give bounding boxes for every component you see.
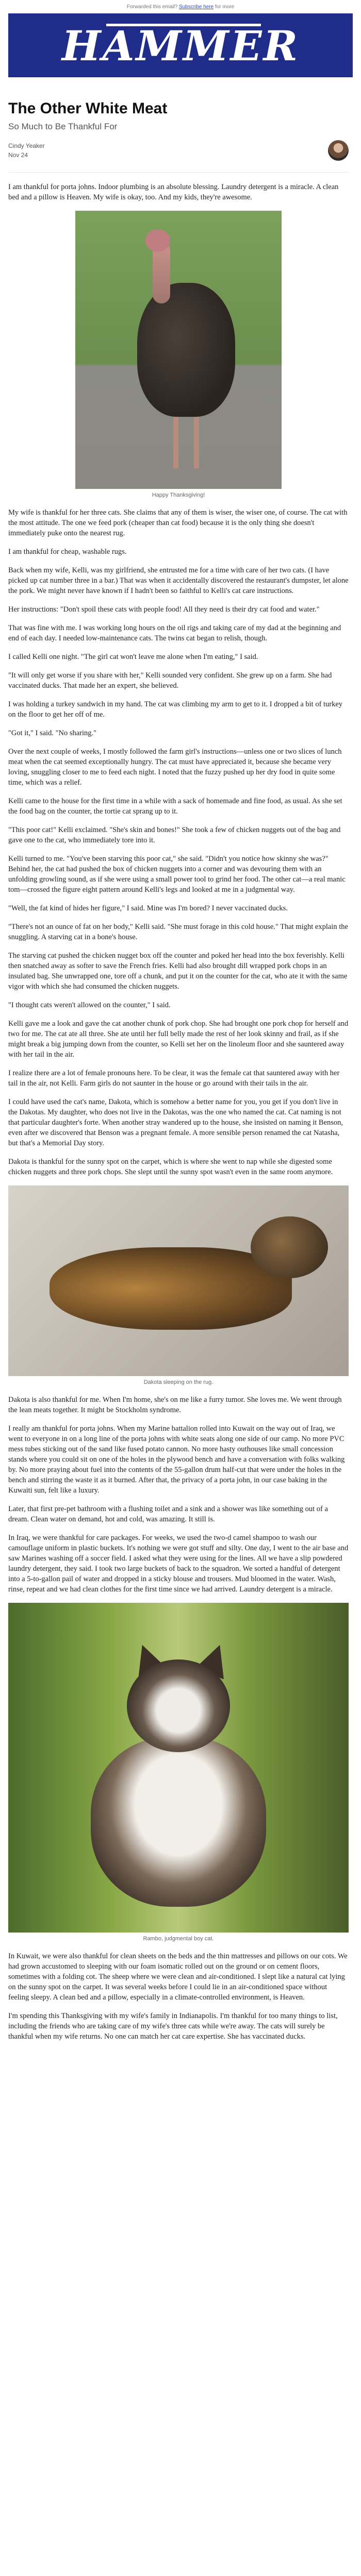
dog-head [251,1216,328,1278]
banner-logo-text: HAMMER [61,22,300,70]
paragraph: Her instructions: "Don't spoil these cats with people food! All they need is their dry cat food and water." [8,605,320,614]
cat-body [91,1737,266,1907]
paragraph: I am thankful for porta johns. Indoor plumbing is an absolute blessing. Laundry detergent is a miracle. A clean bed and a pillow is Heaven. My wife is okay, too. And my kids, they're awesome. [8,183,339,201]
turkey-leg [194,412,199,468]
rambo-caption: Rambo, judgmental boy cat. [143,1936,214,1942]
paragraph: Kelli gave me a look and gave the cat another chunk of pork chop. She had brought one pork chop for herself and two for me. The cat ate all three. She ate until her full belly made the rest of her look skinny and frail, as if she might break a big jumping down from the counter, so Kelli set her on the linoleum floor and she sauntered away with her tail in the air. [8,1020,349,1059]
paragraph: In Kuwait, we were also thankful for clean sheets on the beds and the thin mattresses and pillows on our cots. We had grown accustomed to sleeping with our foam isomatic rolled out on the ground or on cement floors, sometimes with a folding cot. The sheep where we were clean and air-conditioned. I slept like a natural cat lying on the sunny spot on the carpet. It was several weeks before I could lie in an air-conditioned space without feeling sleepy. A clean bed and a pillow, especially in a climate-controlled environment, is Heaven. [8,1952,348,2002]
post-title[interactable]: The Other White Meat [8,100,168,117]
paragraph: "I thought cats weren't allowed on the counter," I said. [8,1001,171,1009]
dakota-photo[interactable] [8,1185,349,1376]
article [8,88,349,2050]
turkey-leg [173,412,178,468]
turkey-photo[interactable] [75,211,282,489]
forward-suffix: for more [215,4,235,10]
paragraph: My wife is thankful for her three cats. She claims that any of them is wiser, the wiser one, of course. The cat with the most attitude. The one we feed pork (cheaper than cat food) because it is the only thing she doesn't immediately puke onto the nearest rug. [8,509,348,537]
paragraph: I am thankful for cheap, washable rugs. [8,548,127,556]
forward-note [0,4,361,10]
divider [8,172,349,173]
paragraph: "There's not an ounce of fat on her body," Kelli said. "She must forage in this cold house." That might explain the snuggling. A starving cat in a bone's house. [8,923,348,941]
paragraph: "Well, the fat kind of hides her figure," I said. Mine was I'm bored? I never vaccinated ducks. [8,904,288,912]
rambo-photo[interactable] [8,1603,349,1933]
post-subtitle: So Much to Be Thankful For [8,122,118,131]
paragraph: "This poor cat!" Kelli exclaimed. "She's skin and bones!" She took a few of chicken nuggets out of the bag and gave one to the cat, who immediately tore into it. [8,826,341,844]
paragraph: I called Kelli one night. "The girl cat won't leave me alone when I'm eating," I said. [8,653,258,661]
publication-banner[interactable] [8,13,353,77]
forward-prefix: Forwarded this email? [126,4,178,10]
dakota-caption: Dakota sleeping on the rug. [143,1379,214,1385]
post-date: Nov 24 [8,151,28,159]
paragraph: "It will only get worse if you share with her," Kelli sounded very confident. She grew up on a farm. She had vaccinated ducks. That made her an expert, she believed. [8,671,332,690]
author-avatar[interactable] [328,140,349,161]
byline [8,140,349,169]
paragraph: That was fine with me. I was working long hours on the oil rigs and taking care of my dad at the beginning and end of each day. I needed low-maintenance cats. The twins cat began to relish, though. [8,624,341,642]
paragraph: Back when my wife, Kelli, was my girlfriend, she entrusted me for a time with care of her two cats. (I have picked up cat number three in a bar.) That was when it accidentally discovered the restaurant's dumpster, let alone the pork. We might never have known if I hadn't been so faithful to Kelli's cat care instructions. [8,566,349,595]
cat-head [127,1659,230,1752]
paragraph: Kelli came to the house for the first time in a while with a sack of homemade and fine food, as usual. As she set the food bag on the counter, the tortie cat sprang up to it. [8,797,342,816]
paragraph: Over the next couple of weeks, I mostly followed the farm girl's instructions—unless one or two slices of lunch meat when the cat seemed exceptionally hungry. The cat must have appreciated it, because she became very loving, snuggling closer to me to feed each night. I noted that the fuzzy pushed up her dry food in quite some time, which was a relief. [8,748,342,787]
paragraph: Later, that first pre-pet bathroom with a flushing toilet and a sink and a shower was like something out of a dream. Clean water on demand, hot and cold, was amazing. It still is. [8,1505,328,1523]
turkey-caption: Happy Thanksgiving! [152,492,205,498]
paragraph: Dakota is also thankful for me. When I'm home, she's on me like a furry tumor. She loves me. We went through the lean meats together. It might be Stockholm syndrome. [8,1396,342,1414]
paragraph: "Got it," I said. "No sharing." [8,729,97,737]
paragraph: The starving cat pushed the chicken nugget box off the counter and poked her head into the box feverishly. Kelli then snatched away as softer to save the French fries. Kelli had also brought dill wrapped pork chops in an insulated bag. She unwrapped one, tore off a chunk, and put it on the counter for the cat, who ate it with the same vigor with which she had consumed the chicken nuggets. [8,952,348,991]
paragraph: I could have used the cat's name, Dakota, which is somehow a better name for you, you get if you don't live in the Dakotas. My daughter, who does not live in the Dakotas, was the one who named the cat. Cat naming is not that particular daughter's forte. When another stray wandered up to the house, she insisted on naming it Benson, even after we discovered that Benson was a pregnant female. A more sensible person renamed the cat Natasha, but that's a Memorial Day story. [8,1098,343,1147]
paragraph: I'm spending this Thanksgiving with my wife's family in Indianapolis. I'm thankful for too many things to list, including the friends who are taking care of my wife's three cats while we're away. The cats will surely be thankful when my wife returns. No one can match her cat care expertise. She has vaccinated ducks. [8,2012,338,2041]
paragraph: In Iraq, we were thankful for care packages. For weeks, we used the two-d camel shampoo to wash our camouflage uniform in plastic buckets. It's nothing we were got stuff and silty. One day, I went to the air base and saw Marines washing off a soccer field. I asked what they were using for the lines. All we have a slip powdered laundry detergent, they said. I took two large buckets of back to the squadron. We sorted a handful of detergent into a 5-to-gallon pail of water and dropped in a sticky blouse and trousers. Mud bloomed in the water. Wash, rinse, repeat and we had clean clothes for the first time since we had arrived. Laundry detergent is a miracle. [8,1534,349,1594]
paragraph: I really am thankful for porta johns. When my Marine battalion rolled into Kuwait on the way out of Iraq, we went to everyone in on a long line of the porta johns with white seats along one side of our camp. No more PVC mess tubes sticking out of the sand like fused potato cannon. No more hasty outhouses like small concession stands where you could sit on one of the holes in the plywood bench and have a conversation with folks walking by. No more praying about fuel into the contents of the 55-gallon drum half-cut that were under the holes in the bench and stirring the waste it as it burned. After that, the privacy of a porta john, in our case baking in the Kuwaiti sun, felt like a luxury. [8,1425,345,1495]
paragraph: Kelli turned to me. "You've been starving this poor cat," she said. "Didn't you notice how skinny she was?" Behind her, the cat had pushed the box of chicken nuggets into a corner and was devouring them with an unfolding growling sound, as if she were using a small power tool to grind her food. The other cat—a real manic tom—crossed the figure eight pattern around Kelli's legs and looked at me in a judgmental way. [8,855,346,894]
paragraph: I realize there are a lot of female pronouns here. To be clear, it was the female cat that sauntered away with her tail in the air, not Kelli. Farm girls do not saunter in the house or go around with their tails in the air. [8,1069,340,1088]
turkey-head [145,229,170,252]
top-spacer [0,0,361,4]
author-name[interactable]: Cindy Yeaker [8,142,45,149]
subscribe-here-link[interactable]: Subscribe here [178,4,214,10]
turkey-body [137,283,235,417]
paragraph: I was holding a turkey sandwich in my hand. The cat was climbing my arm to get to it. I dropped a bit of turkey on the floor to get her off of me. [8,700,343,719]
paragraph: Dakota is thankful for the sunny spot on the carpet, which is where she went to nap while she digested some chicken nuggets and three pork chops. She slept until the sunny spot wasn't even in the same room anymore. [8,1158,333,1176]
